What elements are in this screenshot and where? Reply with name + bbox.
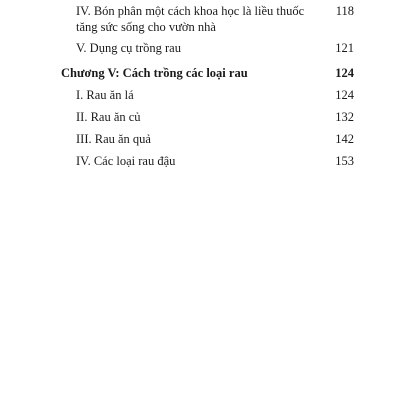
toc-entry-page-number: 153 xyxy=(335,154,354,168)
toc-entry-title xyxy=(76,132,151,147)
toc-entry-page-number: 121 xyxy=(335,41,354,55)
toc-entry-title xyxy=(76,154,175,169)
toc-chapter-title xyxy=(61,66,248,81)
toc-entry-title xyxy=(76,4,304,19)
toc-entry-page-number: 124 xyxy=(335,66,354,80)
toc-entry-title-line: V. Dụng cụ trồng rau xyxy=(76,41,181,55)
toc-entry-title xyxy=(76,41,181,56)
toc-entry-page-number: 124 xyxy=(335,88,354,102)
toc-entry-page-number: 118 xyxy=(335,4,354,18)
toc-entry-page-number: 142 xyxy=(335,132,354,146)
toc-entry-title-continuation xyxy=(76,20,216,35)
toc-entry-title-line: IV. Các loại rau đậu xyxy=(76,154,176,168)
toc-entry-title xyxy=(76,88,134,103)
toc-entry-title xyxy=(76,110,141,125)
toc-entry-title-line: tăng sức sống cho vườn nhà xyxy=(76,20,216,34)
toc-entry-title-line: III. Rau ăn quả xyxy=(76,132,151,146)
toc-entry-page-number: 132 xyxy=(335,110,354,124)
toc-entry-title-line: IV. Bón phân một cách khoa học là liều thuốc xyxy=(76,4,305,18)
toc-entry-title-line: II. Rau ăn củ xyxy=(76,110,141,124)
toc-entry-title-line: Chương V: Cách trồng các loại rau xyxy=(61,66,248,80)
toc-entry-title-line: I. Rau ăn lá xyxy=(76,88,134,102)
